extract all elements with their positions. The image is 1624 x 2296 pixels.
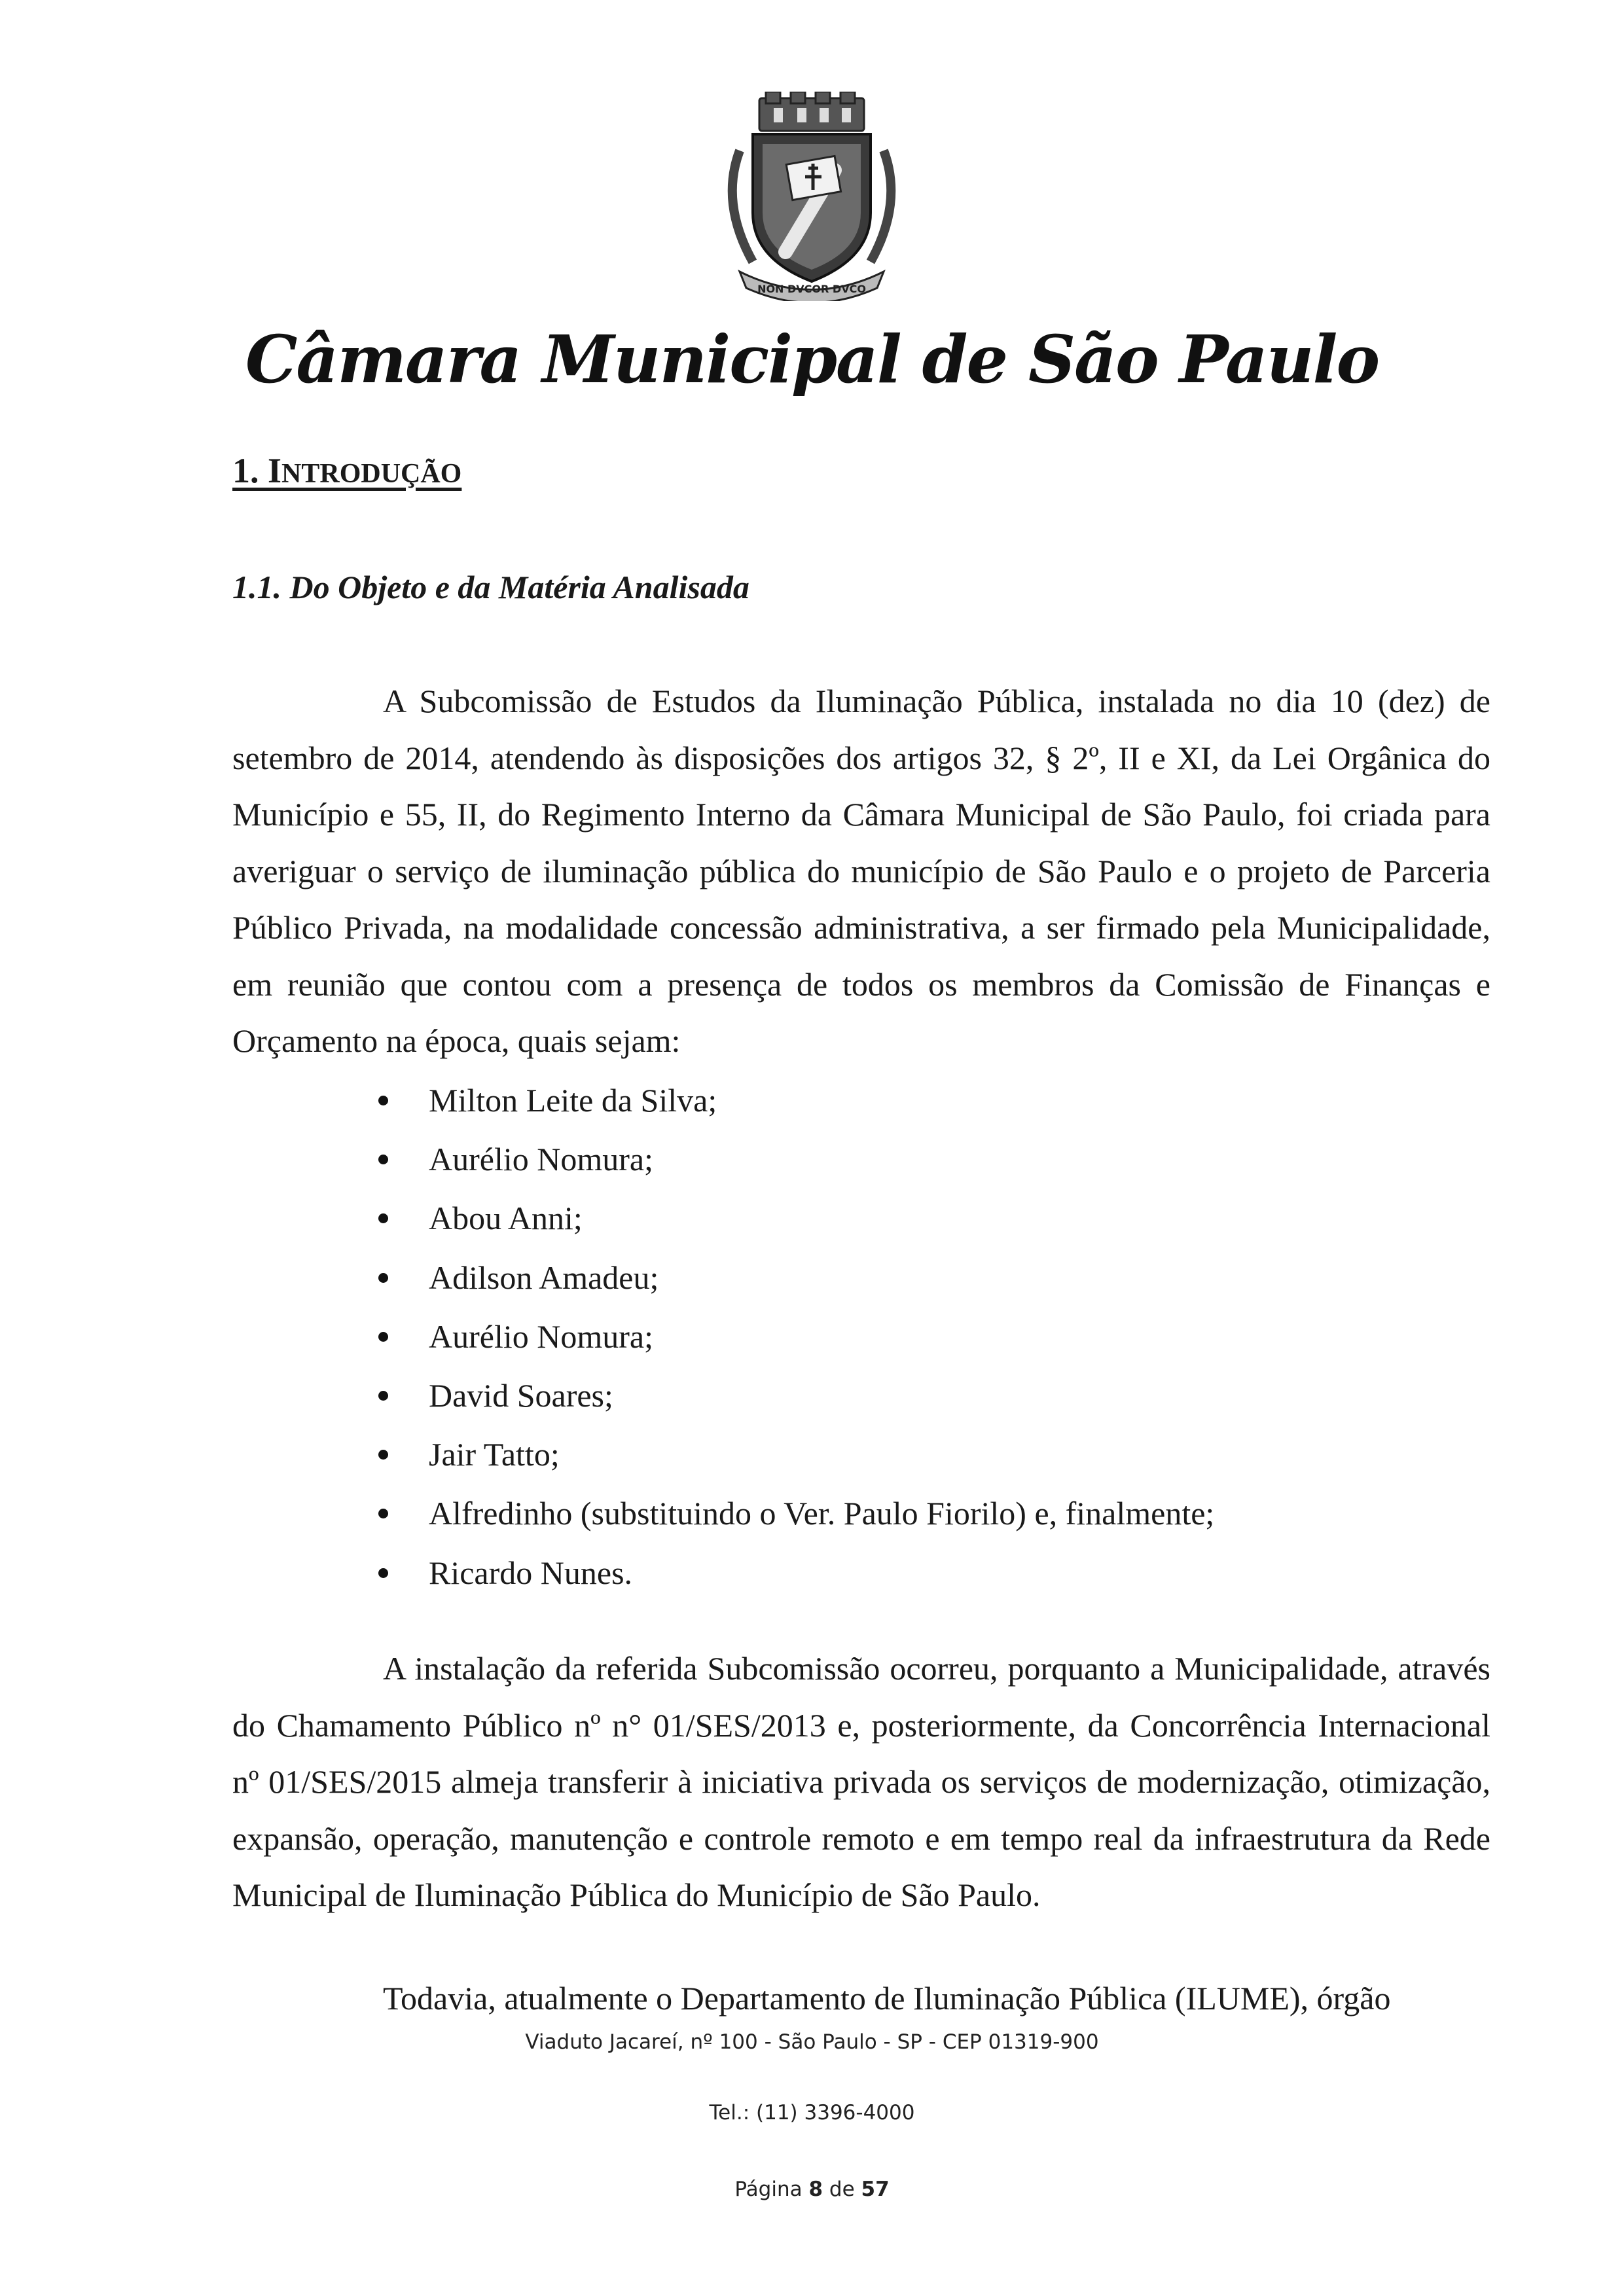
- list-item: Abou Anni;: [367, 1189, 1214, 1247]
- footer-address: Viaduto Jacareí, nº 100 - São Paulo - SP - CEP 01319-900: [525, 2030, 1099, 2054]
- bullet-icon: [378, 1509, 388, 1518]
- bullet-icon: [378, 1273, 388, 1283]
- list-item: Aurélio Nomura;: [367, 1307, 1214, 1366]
- list-item: Alfredinho (substituindo o Ver. Paulo Fiorilo) e, finalmente;: [367, 1484, 1214, 1543]
- section-number: 1.: [232, 451, 259, 490]
- paragraph-intro: [232, 673, 1490, 1069]
- coat-of-arms-icon: [713, 92, 910, 301]
- total-pages: 57: [861, 2178, 890, 2201]
- bullet-icon: [378, 1391, 388, 1401]
- institution-title: Câmara Municipal de São Paulo: [245, 321, 1379, 398]
- list-item: Ricardo Nunes.: [367, 1543, 1214, 1602]
- members-list: [367, 1071, 1214, 1602]
- bullet-icon: [378, 1213, 388, 1223]
- section-title-initial: I: [268, 451, 282, 490]
- list-item: David Soares;: [367, 1366, 1214, 1425]
- bullet-icon: [378, 1450, 388, 1460]
- list-item: Milton Leite da Silva;: [367, 1071, 1214, 1130]
- paragraph-intro-text: A Subcomissão de Estudos da Iluminação Pública, instalada no dia 10 (dez) de setembro de 2014, atendendo às disposições dos artigos 32, § 2º, II e XI, da Lei Orgânica do Município e 55, II, do Regimento Interno da Câmara Municipal de São Paulo, foi criada para averiguar o serviço de iluminação pública do município de São Paulo e o projeto de Parceria Público Privada, na modalidade concessão administrativa, a ser firmado pela Municipalidade, em reunião que contou com a presença de todos os membros da Comissão de Finanças e Orçamento na época, quais sejam:: [232, 683, 1490, 1059]
- section-heading: [232, 450, 461, 491]
- svg-text:NON DVCOR DVCO: NON DVCOR DVCO: [757, 283, 866, 295]
- current-page: 8: [808, 2178, 823, 2201]
- footer-phone: Tel.: (11) 3396-4000: [709, 2101, 915, 2125]
- paragraph-installation-text: A instalação da referida Subcomissão ocorreu, porquanto a Municipalidade, através do Chamamento Público nº n° 01/SES/2013 e, posteriormente, da Concorrência Internacional nº 01/SES/2015 almeja transferir à iniciativa privada os serviços de modernização, otimização, expansão, operação, manutenção e controle remoto e em tempo real da infraestrutura da Rede Municipal de Iluminação Pública do Município de São Paulo.: [232, 1650, 1490, 1913]
- list-item: Jair Tatto;: [367, 1425, 1214, 1484]
- paragraph-ilume: [232, 1979, 1490, 2018]
- paragraph-ilume-text: Todavia, atualmente o Departamento de Iluminação Pública (ILUME), órgão: [383, 1980, 1391, 2017]
- paragraph-installation: [232, 1640, 1490, 1924]
- subsection-heading: 1.1. Do Objeto e da Matéria Analisada: [232, 569, 749, 605]
- list-item: Aurélio Nomura;: [367, 1130, 1214, 1189]
- section-title-rest: NTRODUÇÃO: [281, 459, 462, 489]
- bullet-icon: [378, 1096, 388, 1105]
- bullet-icon: [378, 1568, 388, 1578]
- list-item: Adilson Amadeu;: [367, 1248, 1214, 1307]
- page-number: Página 8 de 57: [734, 2178, 890, 2201]
- bullet-icon: [378, 1332, 388, 1342]
- bullet-icon: [378, 1155, 388, 1164]
